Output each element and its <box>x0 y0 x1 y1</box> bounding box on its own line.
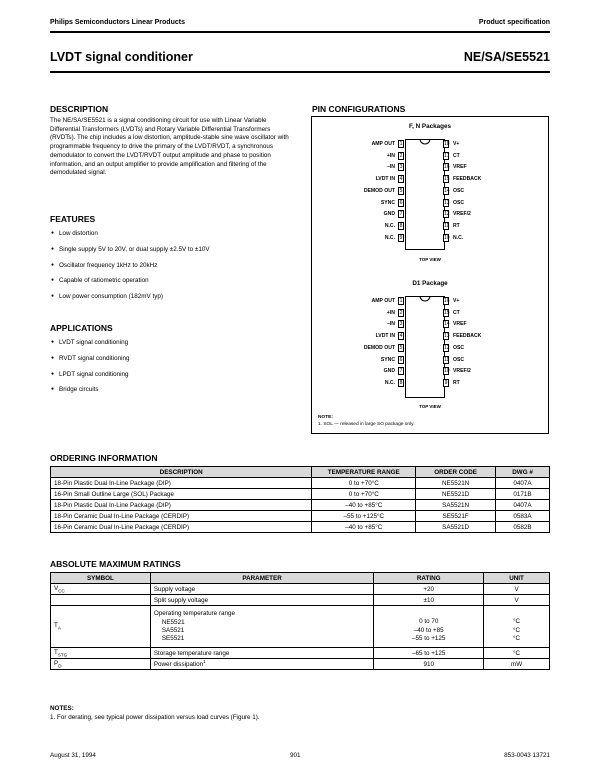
pin-label-right: FEEDBACK <box>453 176 482 183</box>
pin-number-right: 12 <box>444 344 450 351</box>
table-header-row <box>51 573 550 584</box>
pin-number-right: 11 <box>444 222 450 229</box>
table-row <box>51 648 550 659</box>
pin-number-left: 2 <box>399 309 403 316</box>
abs-max-table <box>50 572 550 670</box>
table-cell: 18-Pin Plastic Dual In-Line Package (DIP) <box>51 478 312 489</box>
pin-label-left: LVDT IN <box>375 333 395 340</box>
column-header: UNIT <box>484 573 550 584</box>
pin-row <box>335 187 495 196</box>
pin-number-left: 7 <box>399 211 403 218</box>
description-heading: DESCRIPTION <box>50 104 109 114</box>
symbol-cell <box>51 595 151 606</box>
pin-label-right: RT <box>453 379 460 386</box>
pin-row <box>335 152 495 161</box>
pin-note-text: 1. SOL — released in large SO package only. <box>318 422 415 427</box>
pin-number-right: 11 <box>444 356 450 363</box>
pin-number-left: 1 <box>399 141 403 147</box>
pin-row <box>335 234 495 243</box>
table-cell: NE5521N <box>416 478 496 489</box>
column-header: DESCRIPTION <box>51 467 312 478</box>
table-cell: SA5521D <box>416 522 496 533</box>
table-row <box>51 478 550 489</box>
notes-text: 1. For derating, see typical power dissipation versus load curves (Figure 1). <box>50 714 260 721</box>
pin-row <box>335 222 495 231</box>
pin-label-left: N.C. <box>384 222 395 229</box>
table-cell: –55 to +125°C <box>312 511 416 522</box>
pin-number-left: 4 <box>399 333 403 340</box>
ta-rating: 0 to 70 <box>419 618 439 626</box>
ta-unit: °C <box>513 618 521 626</box>
pin-number-right: 13 <box>444 333 450 340</box>
pin-number-right: 15 <box>444 176 450 183</box>
ta-part: SE5521 <box>161 635 185 643</box>
table-cell: SE5521F <box>416 511 496 522</box>
table-cell: 0583A <box>496 511 550 522</box>
pin-row <box>335 175 495 184</box>
pin-number-right: 10 <box>444 368 450 375</box>
param-cell: Split supply voltage <box>150 595 374 606</box>
symbol-vcc: $V_{CC}$ <box>51 584 151 595</box>
param-cell: Power dissipation$^1$ <box>150 659 374 670</box>
pin-label-left: GND <box>383 368 395 375</box>
pin-label-right: VREF <box>453 164 467 171</box>
pin-label-right: V+ <box>453 141 460 147</box>
list-item: ● Capable of ratiometric operation <box>51 277 297 293</box>
table-row <box>51 595 550 606</box>
list-item: ● Bridge circuits <box>51 386 297 402</box>
symbol-tstg: $T_{STG}$ <box>51 648 151 659</box>
description-text: The NE/SA/SE5521 is a signal conditioning circuit for use with Linear Variable Differential Transformers (LVDTs) and Rotary Variable Differential Transformers (RVDTs). The chip includes a low distortion, amplitude-stable sine wave oscillator with programmable frequency to drive the primary of the LVDT/RVDT, a synchronous demodulator to convert the LVDT/RVDT output amplitude and phase to position information, and an output amplifier to provide amplification and filtering of the demodulated signal. <box>50 117 289 177</box>
features-heading: FEATURES <box>50 214 96 224</box>
list-item: ● Low distortion <box>51 230 297 246</box>
ta-rating: –55 to +125 <box>411 635 446 643</box>
table-cell: 18-Pin Ceramic Dual In-Line Package (CERDIP) <box>51 511 312 522</box>
pin-label-left: GND <box>383 211 395 218</box>
pin-row <box>335 332 495 341</box>
list-item: ● Low power consumption (182mV typ) <box>51 293 297 309</box>
rating-cell: +20 <box>374 584 484 595</box>
pin-number-left: 8 <box>399 222 403 229</box>
pin-row <box>335 344 495 353</box>
rating-cell: ±10 <box>374 595 484 606</box>
document-type: Product specification <box>478 19 550 26</box>
package-fn-topview: TOP VIEW <box>419 257 441 262</box>
pin-number-left: 5 <box>399 344 403 351</box>
ta-rating: –40 to +85 <box>413 626 444 634</box>
pin-config-heading: PIN CONFIGURATIONS <box>312 104 406 114</box>
pin-label-left: LVDT IN <box>375 176 395 183</box>
pin-number-left: 7 <box>399 368 403 375</box>
pin-label-left: N.C. <box>384 234 395 241</box>
pin-number-left: 1 <box>399 298 403 304</box>
subscript: STG <box>57 652 68 658</box>
pin-row <box>335 309 495 318</box>
param-cell: Storage temperature range <box>150 648 374 659</box>
table-cell: 0407A <box>496 500 550 511</box>
list-item: ● Oscillator frequency 1kHz to 20kHz <box>51 262 297 278</box>
pin-label-right: CT <box>453 152 460 159</box>
table-cell: NE5521D <box>416 489 496 500</box>
column-header: PARAMETER <box>150 573 374 584</box>
list-item: ● LVDT signal conditioning <box>51 339 297 355</box>
pin-label-left: SYNC <box>380 356 395 363</box>
table-row <box>51 659 550 670</box>
symbol-ta: $T_A$ <box>51 606 151 648</box>
pin-number-left: 3 <box>399 321 403 328</box>
title-rule <box>50 71 550 73</box>
subscript: CC <box>58 588 65 594</box>
package-fn-title: F, N Packages <box>408 123 451 130</box>
table-cell: 16-Pin Ceramic Dual In-Line Package (CERDIP) <box>51 522 312 533</box>
pin-row <box>335 140 495 149</box>
pin-number-left: 8 <box>399 379 403 386</box>
pin-label-right: VREF/2 <box>453 211 471 218</box>
table-row <box>51 511 550 522</box>
pin-number-right: 10 <box>444 234 450 241</box>
table-row <box>51 584 550 595</box>
table-cell: SA5521N <box>416 500 496 511</box>
abs-max-heading: ABSOLUTE MAXIMUM RATINGS <box>50 559 181 569</box>
column-header: TEMPERATURE RANGE <box>312 467 416 478</box>
footnote-marker: 1 <box>203 659 206 665</box>
ta-unit: °C <box>513 626 521 634</box>
table-cell: 0582B <box>496 522 550 533</box>
pin-row <box>335 320 495 329</box>
pin-label-right: OSC <box>453 344 465 351</box>
pin-number-right: 14 <box>444 187 450 194</box>
pin-label-right: VREF <box>453 321 467 328</box>
rating-cell: –65 to +125 <box>374 648 484 659</box>
table-cell: 0 to +70°C <box>312 478 416 489</box>
param-cell <box>150 606 374 648</box>
pin-number-right: 9 <box>444 379 448 386</box>
pin-note-label: NOTE: <box>318 415 333 420</box>
ordering-heading: ORDERING INFORMATION <box>50 453 158 463</box>
pin-label-right: OSC <box>453 199 465 206</box>
pin-number-right: 15 <box>444 309 450 316</box>
list-item: ● Single supply 5V to 20V, or dual supply ±2.5V to ±10V <box>51 246 297 262</box>
pin-row <box>335 210 495 219</box>
pin-number-left: 3 <box>399 164 403 171</box>
ta-unit: °C <box>513 635 521 643</box>
table-cell: 0 to +70°C <box>312 489 416 500</box>
column-header: SYMBOL <box>51 573 151 584</box>
unit-cell <box>484 606 550 648</box>
table-cell: 0171B <box>496 489 550 500</box>
table-cell: 18-Pin Plastic Dual In-Line Package (DIP) <box>51 500 312 511</box>
param-cell: Supply voltage <box>150 584 374 595</box>
notes-label: NOTES: <box>50 705 74 712</box>
company-name: Philips Semiconductors Linear Products <box>50 19 185 26</box>
pin-label-right: OSC <box>453 356 465 363</box>
applications-list <box>51 339 297 402</box>
pin-number-left: 2 <box>399 152 403 159</box>
footer-date: August 31, 1994 <box>50 752 96 759</box>
pin-row <box>335 367 495 376</box>
pin-label-left: –IN <box>387 164 395 171</box>
pin-label-right: OSC <box>453 187 465 194</box>
pin-row <box>335 356 495 365</box>
pin-label-right: RT <box>453 222 460 229</box>
package-d-topview: TOP VIEW <box>419 404 441 409</box>
footer-page-number: 901 <box>290 752 301 759</box>
pin-label-right: VREF/2 <box>453 368 471 375</box>
ta-part: SA5521 <box>161 627 185 634</box>
table-row <box>51 489 550 500</box>
features-list <box>51 230 297 309</box>
subscript: D <box>58 663 62 669</box>
column-header: DWG # <box>496 467 550 478</box>
param-ta-label: Operating temperature range <box>153 610 236 618</box>
table-cell: –40 to +85°C <box>312 500 416 511</box>
pin-number-left: 6 <box>399 199 403 206</box>
pin-label-right: V+ <box>453 298 460 304</box>
pin-number-right: 14 <box>444 321 450 328</box>
footer-doc-code: 853-0043 13721 <box>504 752 550 759</box>
unit-cell: °C <box>484 648 550 659</box>
pin-row <box>335 163 495 172</box>
pin-number-right: 18 <box>444 141 450 147</box>
unit-cell: V <box>484 595 550 606</box>
table-row <box>51 500 550 511</box>
pin-label-left: AMP OUT <box>371 141 395 147</box>
pin-number-right: 16 <box>444 298 450 304</box>
table-header-row <box>51 467 550 478</box>
rating-cell <box>374 606 484 648</box>
pin-label-left: AMP OUT <box>371 298 395 304</box>
part-number: NE/SA/SE5521 <box>463 50 550 64</box>
column-header: RATING <box>374 573 484 584</box>
rating-cell: 910 <box>374 659 484 670</box>
applications-heading: APPLICATIONS <box>50 323 113 333</box>
pin-label-right: FEEDBACK <box>453 333 482 340</box>
list-item: ● LPDT signal conditioning <box>51 371 297 387</box>
pin-label-right: N.C. <box>453 234 464 241</box>
pin-label-right: CT <box>453 309 460 316</box>
unit-cell: V <box>484 584 550 595</box>
package-d-title: D1 Package <box>412 280 448 287</box>
column-header: ORDER CODE <box>416 467 496 478</box>
pin-label-left: N.C. <box>384 379 395 386</box>
pin-label-left: –IN <box>387 321 395 328</box>
unit-cell: mW <box>484 659 550 670</box>
subscript: A <box>57 625 61 631</box>
pin-number-right: 13 <box>444 199 450 206</box>
pin-row <box>335 199 495 208</box>
symbol-pd: $P_D$ <box>51 659 151 670</box>
ordering-table <box>50 466 550 533</box>
pin-number-right: 17 <box>444 152 450 159</box>
list-item: ● RVDT signal conditioning <box>51 355 297 371</box>
pin-label-left: DEMOD OUT <box>363 187 395 194</box>
pin-row <box>335 297 495 306</box>
pin-number-left: 6 <box>399 356 403 363</box>
pin-number-left: 5 <box>399 187 403 194</box>
pin-label-left: +IN <box>386 309 395 316</box>
pin-number-left: 4 <box>399 176 403 183</box>
ta-part: NE5521 <box>161 618 185 626</box>
table-cell: 16-Pin Small Outline Large (SOL) Package <box>51 489 312 500</box>
pin-number-left: 9 <box>399 234 403 241</box>
header-rule <box>50 31 550 33</box>
pin-number-right: 12 <box>444 211 450 218</box>
pin-number-right: 16 <box>444 164 450 171</box>
pin-label-left: +IN <box>386 152 395 159</box>
table-cell: 0407A <box>496 478 550 489</box>
table-row <box>51 522 550 533</box>
page-title: LVDT signal conditioner <box>50 50 193 64</box>
table-row <box>51 606 550 648</box>
pin-row <box>335 379 495 388</box>
pin-label-left: SYNC <box>380 199 395 206</box>
table-cell: –40 to +85°C <box>312 522 416 533</box>
pin-label-left: DEMOD OUT <box>363 344 395 351</box>
